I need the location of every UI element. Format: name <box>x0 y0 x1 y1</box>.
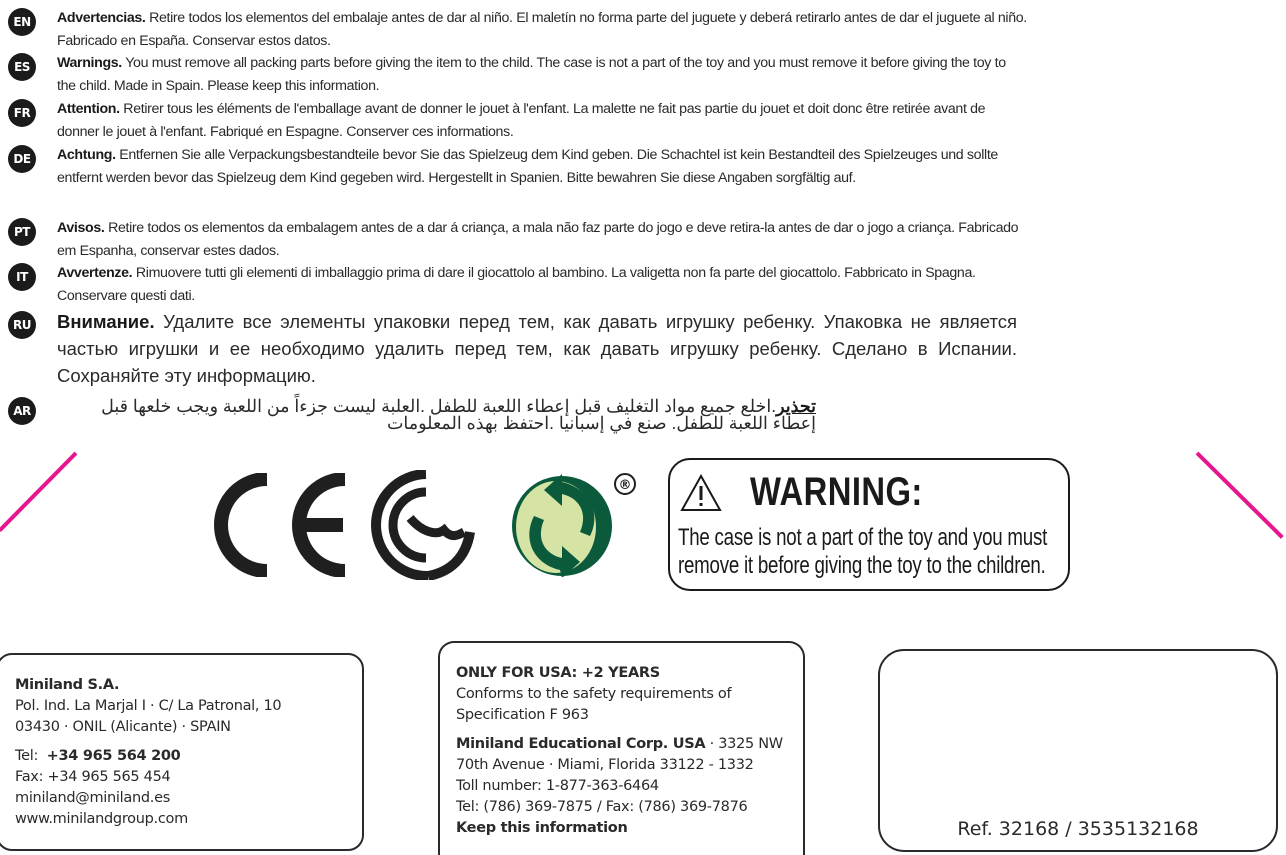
company-name: Miniland S.A. <box>15 677 120 693</box>
lang-body-pt: Retire todos os elementos da embalagem antes de a dar á criança, a mala não faz parte do jogo e deve retira-la antes de dar o jogo a criança. Fabricado em Espanha, conservar estes dados. <box>57 220 1019 259</box>
lang-body-es: You must remove all packing parts before giving the item to the child. The case is not a part of the toy and you must remove it before giving the toy to the child. Made in Spain. Please keep this information. <box>57 55 1006 94</box>
lang-body-ar: .اخلع جميع مواد التغليف قبل إعطاء اللعبة للطفل .العلبة ليست جزءاً من اللعبة ويجب خلعها قبل إعطاء اللعبة للطفل. صنع في إسبانيا .احتفظ بهذه المعلومات <box>101 396 816 433</box>
usa-toll-number: Toll number: 1-877-363-6464 <box>456 778 659 794</box>
usa-corp-address-2: 70th Avenue · Miami, Florida 33122 - 1332 <box>456 757 754 773</box>
lang-text-ar <box>90 398 816 432</box>
warning-line-1: The case is not a part of the toy and you must <box>678 524 1048 551</box>
lang-badge-es: ES <box>8 53 36 81</box>
warning-triangle-icon <box>680 474 722 517</box>
lang-text-es <box>57 52 1027 97</box>
lang-body-de: Entfernen Sie alle Verpackungsbestandteile bevor Sie das Spielzeug dem Kind geben. Die Schachtel ist kein Bestandteil des Spielzeuges und sollte entfernt werden bevor das Spielzeug dem Kind gegeben wird. Hergestellt in Spanien. Bitte bewahren Sie diese Angaben sorgfältig auf. <box>57 147 998 186</box>
lang-text-pt <box>57 217 1027 262</box>
lang-body-en: Retire todos los elementos del embalaje antes de dar al niño. El maletín no forma parte del juguete y deberá retirarlo antes de dar el juguete al niño. Fabricado en España. Conservar estos datos. <box>57 10 1027 49</box>
warning-title: WARNING: <box>750 470 923 514</box>
lang-badge-ar: AR <box>8 397 36 425</box>
usa-corp-addr-rest: · 3325 NW <box>705 736 783 752</box>
toy-safety-mark-icon <box>370 470 485 585</box>
lang-text-en <box>57 7 1027 52</box>
lang-body-it: Rimuovere tutti gli elementi di imballaggio prima di dare il giocattolo al bambino. La valigetta non fa parte del giocattolo. Fabbricato in Spagna. Conservare questi dati. <box>57 265 976 304</box>
lang-badge-pt: PT <box>8 218 36 246</box>
usa-keep-info: Keep this information <box>456 820 628 836</box>
lang-body-fr: Retirer tous les éléments de l'emballage avant de donner le jouet à l'enfant. La malette ne fait pas partie du jouet et doit donc être retirée avant de donner le jouet à l'enfant. Fabriqué en Espagne. Conserver ces informations. <box>57 101 986 140</box>
lang-text-it <box>57 262 1027 307</box>
lang-text-ru <box>57 308 1017 389</box>
lang-heading-pt: Avisos. <box>57 220 105 236</box>
company-website: www.minilandgroup.com <box>15 811 188 827</box>
lang-text-de <box>57 144 1027 189</box>
lang-text-fr <box>57 98 1027 143</box>
reference-box <box>878 649 1278 852</box>
ce-mark-icon <box>205 473 355 582</box>
usa-info-box <box>438 641 805 855</box>
lang-heading-fr: Attention. <box>57 101 120 117</box>
usa-conforms-2: Specification F 963 <box>456 707 589 723</box>
usa-corp-name: Miniland Educational Corp. USA <box>456 736 706 752</box>
green-dot-recycling-icon <box>510 472 640 582</box>
company-tel-label: Tel: <box>15 748 47 764</box>
company-address-2: 03430 · ONIL (Alicante) · SPAIN <box>15 719 231 735</box>
company-tel <box>15 746 362 767</box>
lang-heading-ru: Внимание. <box>57 311 155 332</box>
usa-conforms-1: Conforms to the safety requirements of <box>456 686 732 702</box>
company-fax: Fax: +34 965 565 454 <box>15 769 171 785</box>
lang-heading-es: Warnings. <box>57 55 122 71</box>
lang-badge-en: EN <box>8 8 36 36</box>
pink-fold-line-right <box>1196 452 1284 539</box>
lang-heading-it: Avvertenze. <box>57 265 133 281</box>
lang-body-ru: Удалите все элементы упаковки перед тем, как давать игрушку ребенку. Упаковка не является частью игрушки и ее необходимо удалить перед тем, как давать игрушку ребенку. Сделано в Испании. Сохраняйте эту информацию. <box>57 311 1017 386</box>
company-email: miniland@miniland.es <box>15 790 170 806</box>
reference-number: Ref. 32168 / 3535132168 <box>957 818 1199 840</box>
warning-box <box>668 458 1070 591</box>
usa-tel-fax: Tel: (786) 369-7875 / Fax: (786) 369-7876 <box>456 799 748 815</box>
lang-badge-it: IT <box>8 263 36 291</box>
lang-badge-de: DE <box>8 145 36 173</box>
usa-age-title: ONLY FOR USA: +2 YEARS <box>456 665 660 681</box>
lang-heading-en: Advertencias. <box>57 10 146 26</box>
warning-line-2: remove it before giving the toy to the children. <box>678 552 1046 579</box>
lang-heading-ar: تحذير <box>776 396 816 416</box>
lang-badge-fr: FR <box>8 99 36 127</box>
svg-text:®: ® <box>618 478 632 493</box>
pink-fold-line-left <box>0 452 77 532</box>
lang-heading-de: Achtung. <box>57 147 116 163</box>
company-tel-value: +34 965 564 200 <box>46 748 181 764</box>
company-info-box <box>0 653 364 851</box>
company-address-1: Pol. Ind. La Marjal I · C/ La Patronal, 10 <box>15 698 282 714</box>
usa-corp-address-1 <box>456 734 803 755</box>
lang-badge-ru: RU <box>8 311 36 339</box>
